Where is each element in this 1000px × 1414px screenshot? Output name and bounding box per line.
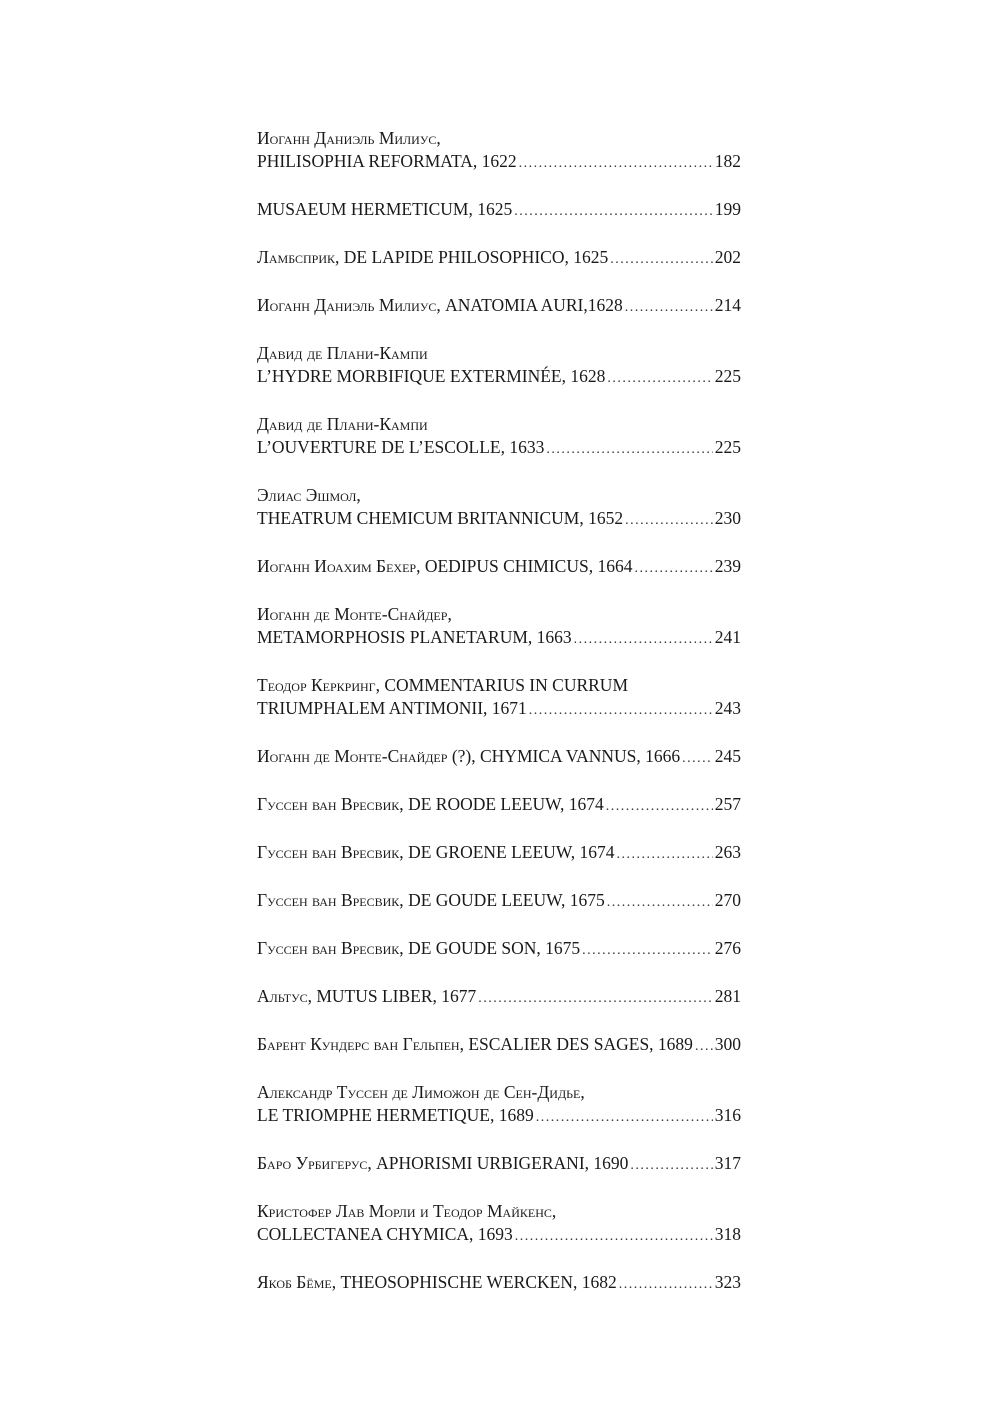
entry-title-line <box>257 294 741 319</box>
entry-author-line <box>257 413 741 436</box>
toc-entry <box>257 745 741 770</box>
entry-author: Иоганн Даниэль Милиус, <box>257 295 441 315</box>
entry-page-number: 230 <box>714 508 741 528</box>
dot-leader <box>514 200 713 223</box>
dot-leader <box>682 747 713 770</box>
entry-title-line <box>257 198 741 223</box>
entry-page-number: 199 <box>714 199 741 219</box>
entry-author: Александр Туссен де Лиможон де Сен-Дидье, <box>257 1082 585 1102</box>
entry-title-line <box>257 889 741 914</box>
entry-author-line <box>257 1081 741 1104</box>
dot-leader <box>607 367 712 390</box>
toc-entry <box>257 889 741 914</box>
entry-title-line <box>257 1152 741 1177</box>
entry-title: L’OUVERTURE DE L’ESCOLLE, 1633 <box>257 437 545 457</box>
entry-title: L’HYDRE MORBIFIQUE EXTERMINÉE, 1628 <box>257 366 606 386</box>
toc-entry <box>257 1081 741 1129</box>
toc-entry <box>257 1271 741 1296</box>
entry-title: MUTUS LIBER, 1677 <box>316 986 477 1006</box>
entry-author-line <box>257 603 741 626</box>
entry-page-number: 263 <box>714 842 741 862</box>
entry-page-number: 243 <box>714 698 741 718</box>
toc-entry <box>257 198 741 223</box>
entry-author: Альтус, <box>257 986 312 1006</box>
entry-page-number: 214 <box>714 295 741 315</box>
toc-entry <box>257 841 741 866</box>
entry-title: THEOSOPHISCHE WERCKEN, 1682 <box>340 1272 617 1292</box>
entry-author: Давид де Плани-Кампи <box>257 414 428 434</box>
dot-leader <box>610 248 713 271</box>
toc-entry <box>257 127 741 175</box>
entry-page-number: 318 <box>714 1224 741 1244</box>
entry-author: Гуссен ван Вресвик, <box>257 890 404 910</box>
entry-author: Якоб Бёме, <box>257 1272 337 1292</box>
entry-title: DE LAPIDE PHILOSOPHICO, 1625 <box>343 247 609 267</box>
entry-title-line <box>257 365 741 390</box>
dot-leader <box>574 628 713 651</box>
toc-entry <box>257 1033 741 1058</box>
toc-entry <box>257 1200 741 1248</box>
entry-author-line <box>257 342 741 365</box>
entry-title-line <box>257 246 741 271</box>
entry-page-number: 323 <box>714 1272 741 1292</box>
entry-title: CHYMICA VANNUS, 1666 <box>480 746 681 766</box>
entry-title: ESCALIER DES SAGES, 1689 <box>468 1034 693 1054</box>
entry-author: Кристофер Лав Морли и Теодор Майкенс, <box>257 1201 557 1221</box>
entry-author: Иоганн Иоахим Бехер, <box>257 556 421 576</box>
entry-author: Иоганн Даниэль Милиус, <box>257 128 441 148</box>
entry-title-part: COMMENTARIUS IN CURRUM <box>384 675 628 695</box>
entry-page-number: 202 <box>714 247 741 267</box>
dot-leader <box>630 1154 712 1177</box>
dot-leader <box>616 843 712 866</box>
entry-title-line <box>257 436 741 461</box>
toc-entry <box>257 937 741 962</box>
entry-author: Ламбсприк, <box>257 247 340 267</box>
dot-leader <box>536 1106 713 1129</box>
entry-author: Гуссен ван Вресвик, <box>257 842 404 862</box>
toc-entry <box>257 985 741 1010</box>
entry-title-line <box>257 841 741 866</box>
toc-entry <box>257 674 741 722</box>
entry-author: Теодор Керкринг, <box>257 675 380 695</box>
entry-title: DE GROENE LEEUW, 1674 <box>408 842 615 862</box>
entry-page-number: 276 <box>714 938 741 958</box>
toc-entry <box>257 555 741 580</box>
toc-entry <box>257 603 741 651</box>
entry-title: COLLECTANEA CHYMICA, 1693 <box>257 1224 513 1244</box>
entry-title: METAMORPHOSIS PLANETARUM, 1663 <box>257 627 572 647</box>
entry-author: Барент Кундерс ван Гельпен, <box>257 1034 464 1054</box>
entry-author: Баро Урбигерус, <box>257 1153 372 1173</box>
entry-title-line <box>257 1033 741 1058</box>
dot-leader <box>606 795 713 818</box>
entry-page-number: 241 <box>714 627 741 647</box>
dot-leader <box>529 699 713 722</box>
entry-author: Гуссен ван Вресвик, <box>257 794 404 814</box>
entry-title-line <box>257 626 741 651</box>
dot-leader <box>519 152 713 175</box>
entry-title: LE TRIOMPHE HERMETIQUE, 1689 <box>257 1105 534 1125</box>
dot-leader <box>634 557 712 580</box>
toc-entry <box>257 1152 741 1177</box>
entry-title-line <box>257 507 741 532</box>
entry-author-line <box>257 484 741 507</box>
entry-author-line <box>257 127 741 150</box>
entry-title-line <box>257 1271 741 1296</box>
toc-entry <box>257 413 741 461</box>
entry-title-line <box>257 150 741 175</box>
entry-author: Иоганн де Монте-Снайдер, <box>257 604 452 624</box>
entry-title-line <box>257 745 741 770</box>
entry-author: Иоганн де Монте-Снайдер (?), <box>257 746 476 766</box>
entry-author: Давид де Плани-Кампи <box>257 343 428 363</box>
entry-author-line <box>257 674 741 697</box>
dot-leader <box>478 987 712 1010</box>
dot-leader <box>625 509 713 532</box>
entry-title: DE GOUDE LEEUW, 1675 <box>408 890 605 910</box>
entry-page-number: 245 <box>714 746 741 766</box>
entry-title-line <box>257 985 741 1010</box>
entry-page-number: 270 <box>714 890 741 910</box>
entry-title: TRIUMPHALEM ANTIMONII, 1671 <box>257 698 527 718</box>
toc-entry <box>257 484 741 532</box>
entry-page-number: 182 <box>714 151 741 171</box>
entry-title: ANATOMIA AURI,1628 <box>445 295 623 315</box>
entry-page-number: 257 <box>714 794 741 814</box>
entry-title-line <box>257 1104 741 1129</box>
entry-title: DE GOUDE SON, 1675 <box>408 938 581 958</box>
toc-entry <box>257 246 741 271</box>
entry-title: OEDIPUS CHIMICUS, 1664 <box>424 556 633 576</box>
entry-page-number: 317 <box>714 1153 741 1173</box>
entry-title: APHORISMI URBIGERANI, 1690 <box>376 1153 629 1173</box>
toc-entry <box>257 342 741 390</box>
entry-author-line <box>257 1200 741 1223</box>
dot-leader <box>607 891 713 914</box>
entry-title-line <box>257 697 741 722</box>
toc-entry <box>257 294 741 319</box>
dot-leader <box>695 1035 713 1058</box>
entry-title-line <box>257 937 741 962</box>
entry-title: THEATRUM CHEMICUM BRITANNICUM, 1652 <box>257 508 624 528</box>
toc-entry <box>257 793 741 818</box>
entry-page-number: 239 <box>714 556 741 576</box>
dot-leader <box>625 296 713 319</box>
entry-page-number: 225 <box>714 437 741 457</box>
table-of-contents <box>257 127 741 1319</box>
dot-leader <box>515 1225 713 1248</box>
dot-leader <box>619 1273 713 1296</box>
entry-title-line <box>257 1223 741 1248</box>
entry-author: Элиас Эшмол, <box>257 485 361 505</box>
entry-title-line <box>257 555 741 580</box>
entry-title: DE ROODE LEEUW, 1674 <box>408 794 604 814</box>
dot-leader <box>582 939 713 962</box>
entry-page-number: 300 <box>714 1034 741 1054</box>
entry-title: PHILISOPHIA REFORMATA, 1622 <box>257 151 517 171</box>
entry-page-number: 281 <box>714 986 741 1006</box>
entry-page-number: 316 <box>714 1105 741 1125</box>
entry-title-line <box>257 793 741 818</box>
entry-author: Гуссен ван Вресвик, <box>257 938 404 958</box>
entry-title: MUSAEUM HERMETICUM, 1625 <box>257 199 513 219</box>
entry-page-number: 225 <box>714 366 741 386</box>
dot-leader <box>546 438 712 461</box>
